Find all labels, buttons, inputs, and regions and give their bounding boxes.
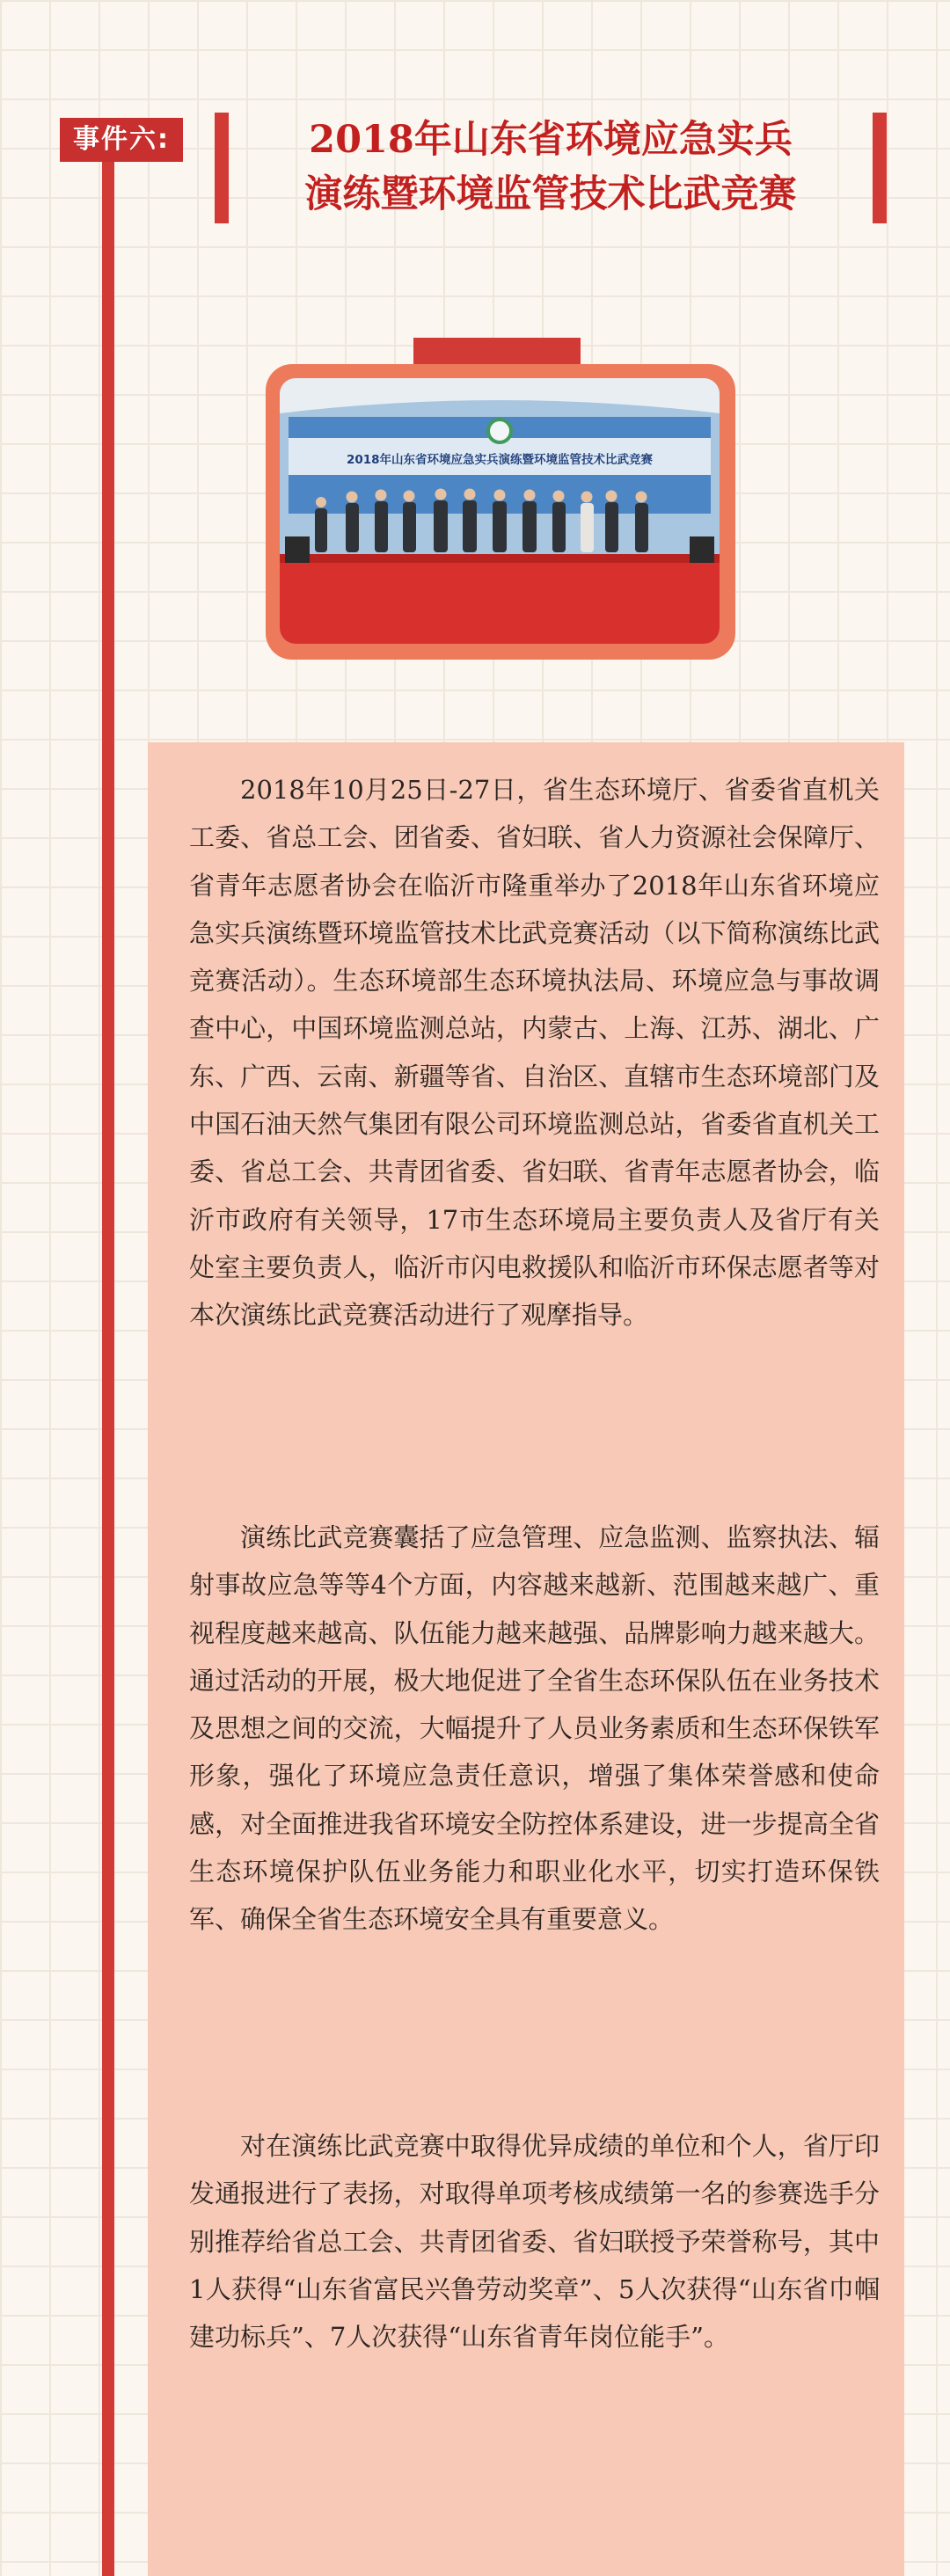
photo-logo-icon: [488, 420, 511, 442]
event-tag: 事件六:: [60, 118, 183, 162]
paragraph-3: 对在演练比武竞赛中取得优异成绩的单位和个人，省厅印发通报进行了表扬，对取得单项考核成绩第一名的参赛选手分别推荐给省总工会、共青团省委、省妇联授予荣誉称号，其中1人获得“山东省富民兴鲁劳动奖章”、5人次获得“山东省巾帼建功标兵”、7人次获得“山东省青年岗位能手”。: [189, 2131, 880, 2353]
paragraph-1: 2018年10月25日-27日，省生态环境厅、省委省直机关工委、省总工会、团省委、省妇联、省人力资源社会保障厅、省青年志愿者协会在临沂市隆重举办了2018年山东省环境应急实兵演练暨环境监管技术比武竞赛活动（以下简称演练比武竞赛活动）。生态环境部生态环境执法局、环境应急与事故调查中心，中国环境监测总站，内蒙古、上海、江苏、湖北、广东、广西、云南、新疆等省、自治区、直辖市生态环境部门及中国石油天然气集团有限公司环境监测总站，省委省直机关工委、省总工会、共青团省委、省妇联、省青年志愿者协会，临沂市政府有关领导，17市生态环境局主要负责人及省厅有关处室主要负责人，临沂市闪电救援队和临沂市环保志愿者等对本次演练比武竞赛活动进行了观摩指导。: [189, 775, 880, 1331]
timeline-spine: [102, 132, 114, 2576]
event-photo: [280, 378, 720, 644]
event-title-line2: 演练暨环境监管技术比武竞赛: [304, 172, 797, 216]
photo-speaker-right: [690, 536, 714, 563]
photo-stage: [280, 554, 720, 644]
event-title-line1: 2018年山东省环境应急实兵: [309, 118, 793, 162]
event-photo-illustration: [280, 378, 720, 644]
photo-stage-edge: [280, 554, 720, 563]
title-bar-left: [215, 113, 229, 223]
photo-banner-text: 2018年山东省环境应急实兵演练暨环境监管技术比武竞赛: [346, 453, 654, 467]
paragraph-2: 演练比武竞赛囊括了应急管理、应急监测、监察执法、辐射事故应急等等4个方面，内容越来越新、范围越来越广、重视程度越来越高、队伍能力越来越强、品牌影响力越来越大。通过活动的开展，极大地促进了全省生态环保队伍在业务技术及思想之间的交流，大幅提升了人员业务素质和生态环保铁军形象，强化了环境应急责任意识，增强了集体荣誉感和使命感，对全面推进我省环境安全防控体系建设，进一步提高全省生态环境保护队伍业务能力和职业化水平，切实打造环保铁军、确保全省生态环境安全具有重要意义。: [189, 1522, 880, 1935]
photo-speaker-left: [285, 536, 310, 563]
event-title: [238, 113, 864, 223]
title-bar-right: [873, 113, 887, 223]
